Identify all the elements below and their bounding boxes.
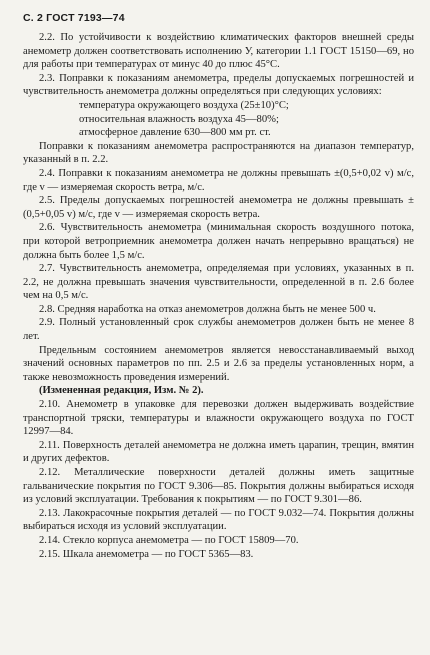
clause-2-3-note: Поправки к показаниям анемометра распространяются на диапазон температур, указанный в п. 2.2. — [23, 140, 414, 166]
clause-2-15: 2.15. Шкала анемометра — по ГОСТ 5365—83. — [39, 548, 254, 560]
clause-2-4: 2.4. Поправки к показаниям анемометра не должны превышать ±(0,5+0,02 v) м/с, где v — измеряемая скорость ветра, м/с. — [23, 167, 414, 193]
clause-2-6: 2.6. Чувствительность анемометра (минимальная скорость воздушного потока, при которой ветроприемник анемометра должен начать непрерывно вращаться) не должна быть более 1,5 м/с. — [23, 222, 414, 261]
clause-2-13: 2.13. Лакокрасочные покрытия деталей — по ГОСТ 9.032—74. Покрытия должны выбираться исходя из условий эксплуатации. — [23, 507, 414, 533]
condition-humidity: относительная влажность воздуха 45—80%; — [79, 113, 279, 125]
clause-2-2: 2.2. По устойчивости к воздействию климатических факторов внешней среды анемометр должен соответствовать исполнению У, категории 1.1 ГОСТ 15150—69, но для работы при температурах от минус 40 до плюс 45°С. — [23, 32, 414, 71]
clause-2-8: 2.8. Средняя наработка на отказ анемометров должна быть не менее 500 ч. — [39, 303, 376, 315]
amendment-note: (Измененная редакция, Изм. № 2). — [39, 385, 204, 397]
clause-2-7: 2.7. Чувствительность анемометра, определяемая при условиях, указанных в п. 2.2, не должна превышать значения чувствительности, определенной в п. 2.6 более чем на 0,5 м/с. — [23, 263, 414, 302]
condition-temperature: температура окружающего воздуха (25±10)°С; — [79, 99, 289, 111]
page-header: С. 2 ГОСТ 7193—74 — [23, 12, 125, 24]
clause-2-12: 2.12. Металлические поверхности деталей должны иметь защитные гальванические покрытия по ГОСТ 9.306—85. Покрытия должны выбираться исходя из условий эксплуатации. Требования к покрытиям — по ГОСТ 9.301—86. — [23, 467, 414, 506]
clause-2-11: 2.11. Поверхность деталей анемометра не должна иметь царапин, трещин, вмятин и других дефектов. — [23, 439, 414, 465]
clause-2-9-note: Предельным состоянием анемометров является невосстанавливаемый выход значений основных параметров по пп. 2.5 и 2.6 за пределы установленных норм, а также невозможность проведения измерений. — [23, 344, 414, 383]
condition-pressure: атмосферное давление 630—800 мм рт. ст. — [79, 127, 271, 139]
clause-2-5: 2.5. Пределы допускаемых погрешностей анемометра не должны превышать ±(0,5+0,05 v) м/с, где v — измеряемая скорость ветра. — [23, 195, 414, 220]
clause-2-3: 2.3. Поправки к показаниям анемометра, пределы допускаемых погрешностей и чувствительность анемометра должны определяться при следующих условиях: — [23, 72, 414, 98]
document-body — [23, 31, 414, 561]
clause-2-10: 2.10. Анемометр в упаковке для перевозки должен выдерживать воздействие транспортной тряски, температуры и влажности окружающего воздуха по ГОСТ 12997—84. — [23, 399, 414, 438]
clause-2-9: 2.9. Полный установленный срок службы анемометров должен быть не менее 8 лет. — [23, 317, 414, 343]
clause-2-14: 2.14. Стекло корпуса анемометра — по ГОСТ 15809—70. — [39, 534, 299, 546]
